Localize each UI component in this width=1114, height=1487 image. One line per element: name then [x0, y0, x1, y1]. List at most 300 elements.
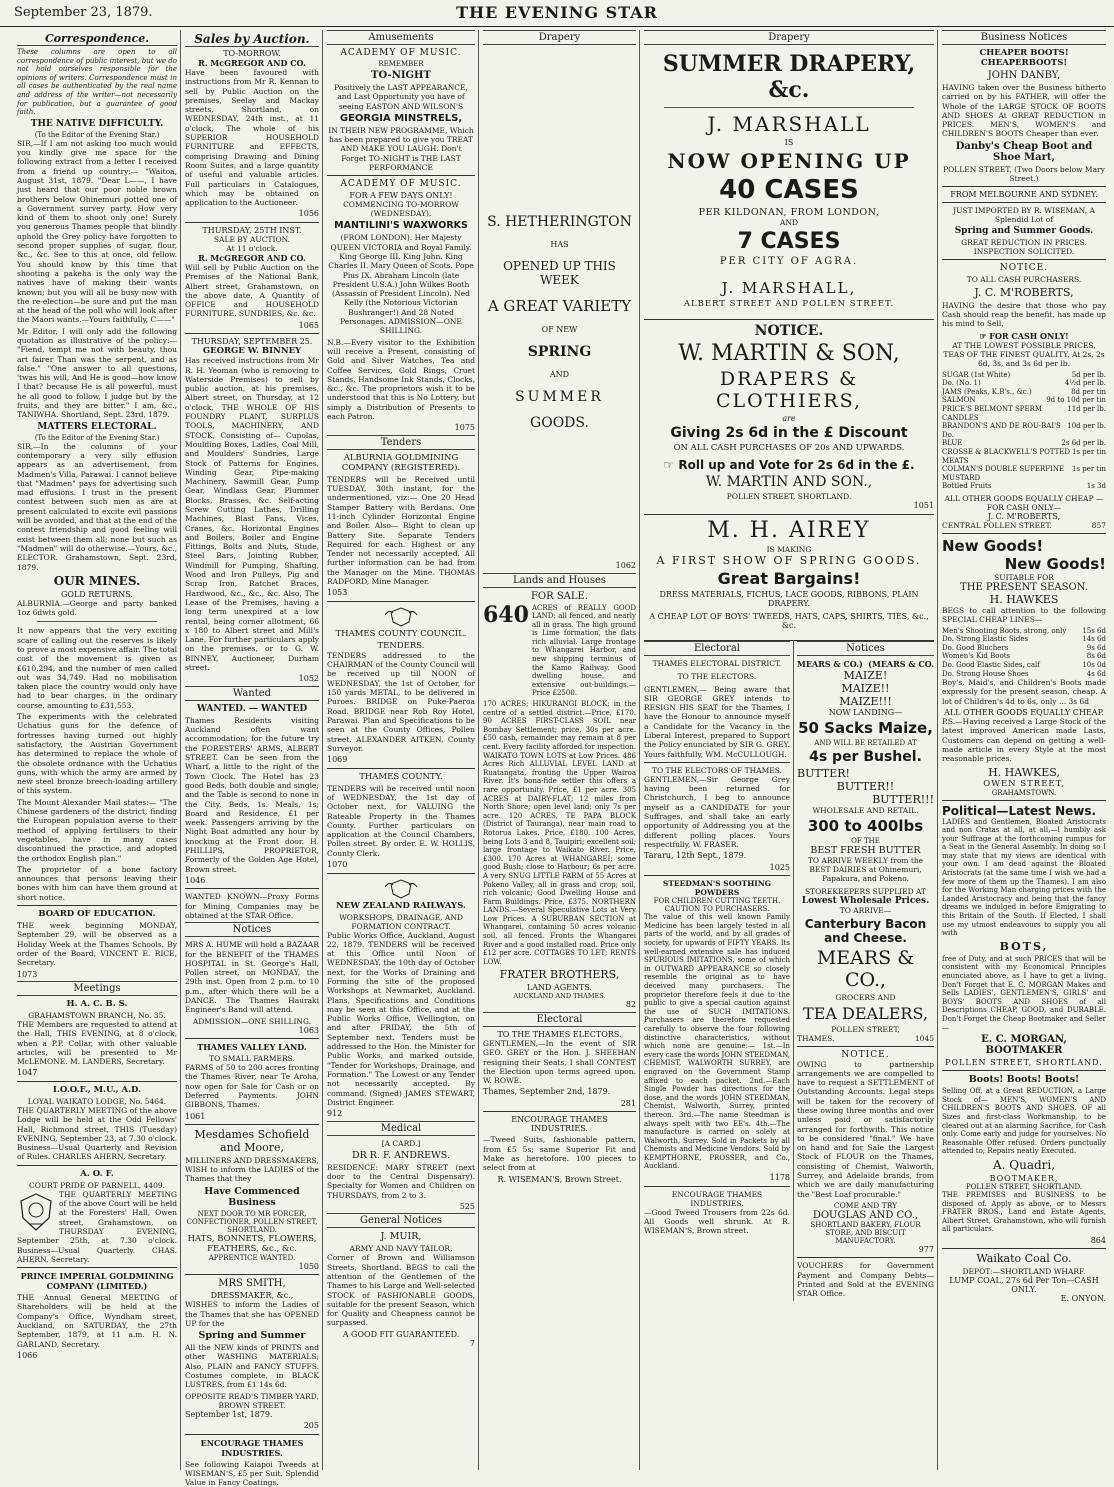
ad-body: HAVING taken over the Business hitherto carried on by his FATHER, will offer the Whole of the LARGE STOCK OF BOOTS AND SHOES At GREAT REDUCTION in PRICES. MEN'S, WOMEN'S and CHILDREN'S BOOTS Cheaper than ever.: [942, 83, 1106, 139]
ad-heading: H. HAWKES,: [988, 765, 1060, 779]
ad-heading: NEW ZEALAND RAILWAYS.: [336, 900, 466, 911]
ad-body: NEXT DOOR TO MR FORCER, CONFECTIONER, POLLEN STREET, SHORTLAND.: [186, 1209, 318, 1234]
divider: [327, 768, 475, 769]
masthead-title: THE EVENING STAR: [456, 3, 658, 22]
notice-body: THE Members are requested to attend at the Hall, THIS EVENING, at 8 o'clock, when a P.P. Collar, with other valuable articles, will be presented to Mr McLEMONE. M. LANDERS, Secretary.: [17, 1020, 177, 1067]
ad-body: FOR A FEW DAYS ONLY!: [349, 191, 453, 201]
ad-number: 1053: [327, 588, 348, 598]
ad-body: A FIRST SHOW OF SPRING GOODS.: [656, 553, 922, 567]
price-item: JAMS (Peaks, K.B's., &c.): [942, 387, 1032, 396]
ad-body: See following Kaiapoi Tweeds at WISEMAN'S, £5 per Suit. Splendid Value in Fancy Coatings.: [185, 1459, 319, 1487]
column-correspondence: [14, 30, 180, 1470]
auction-date: THURSDAY, SEPTEMBER 25.: [191, 337, 313, 347]
column-amusements: [324, 30, 478, 1470]
divider: [644, 762, 790, 763]
pointing-hand-icon: ☞: [979, 330, 990, 341]
ad-heading: ALBURNIA GOLDMINING COMPANY (REGISTERED).: [341, 452, 461, 473]
ad-subheading: TO ALL CASH PURCHASERS.: [966, 274, 1082, 284]
auction-body: Has received instructions from Mr R. H. Yeoman (who is removing to Waterside Premises) to sell by public auction, at his premises, Albert street, on Thursday, at 12 o'clock, THE WHOLE OF HIS FOUNDRY PLANT, SURPLUS TOOLS, MACHINERY, AND STOCK, Consisting of— Cupolas, Moulding Boxes, Ladles, Coal Mill, and Moulders' Sundries, Large Stock of Patterns for Engines, Winding Gear, Pipe-making Machinery, Sawmill Gear, Pump Gear, Windlass Gear, Plummer Blocks, Brasses, &c. Self-acting Screw Cutting Lathes, Drilling Machines, Blast Fans, Vices, Cranes, &c. Horizontal Engines and Boilers, Boiler and Engine Fittings, Bolts and Nuts, Stude, Steel Bars, Jointing Rubber, Windmill for Pumping, Shafting, Wood and Iron Pulleys, Pig and Scrap Iron, Ratchet Braces, Hardwood, &c., &c., &c. Also, The Lease of the Premises, having a long term unexpired at a low rental, being corner allotment, 66 x 180 to Albert street and Mill's Lane. For further particulars apply on the premises, or to G. W. BINNEY, Auctioneer, Durham street.: [185, 356, 319, 673]
ad-subheading: TENDERS.: [377, 640, 425, 651]
ad-heading: J. MARSHALL: [707, 112, 871, 136]
ad-number: 1070: [327, 860, 348, 870]
ad-highlight: 7 CASES: [737, 229, 841, 254]
notice-heading: BOARD OF EDUCATION.: [38, 909, 156, 920]
article-body: The Mount Alexander Mail states:— "The Chinese gardeners of the district, finding the European population averse to their method of applying fertilisers to their vegetables, have in many cases discontinued the practice, and adopted the orthodox English plan.": [17, 797, 177, 863]
ad-heading: ACADEMY OF MUSIC.: [340, 179, 462, 190]
column-rule: [322, 30, 323, 1470]
ad-heading: E. C. MORGAN, BOOTMAKER: [981, 1034, 1067, 1057]
divider: [942, 1070, 1106, 1071]
price-value: 8d per tin: [1071, 387, 1106, 396]
ad-body: SHORTLAND BAKERY, FLOUR STORE, AND BISCUIT MANUFACTORY.: [810, 1220, 921, 1245]
divider: [185, 1274, 319, 1275]
ad-highlight: SPRING: [527, 344, 592, 360]
divider: [185, 888, 319, 889]
pointing-hand-icon: ☞: [663, 458, 679, 472]
ad-heading: NOTICE.: [754, 323, 824, 339]
section-drapery: Drapery: [483, 30, 636, 45]
ad-body: TENDERS will be received until noon of WEDNESDAY, the 1st day of October next, for VALUING the Rateable Property in the Thames County. Further particulars on application at the Council Chambers, Pollen street. By order. E. W. HOLLIS, County Clerk.: [327, 783, 475, 858]
column-rule: [937, 30, 938, 1470]
ad-highlight: Giving 2s 6d in the £ Discount: [670, 425, 908, 441]
article-body: It now appears that the very exciting scare of calling out the reserves is likely to prove a most expensive affair. The total cost of the movement is given as £610,294, and the number of men called out was 34,749. Had no mobilisation taken place the country would only have had to bear charges, in the ordinary course, amounting to £31,553.: [17, 626, 177, 710]
notice-body: THE Annual General MEETING of Shareholders will be held at the Company's Office, Wyndham street, Auckland, on SATURDAY, the 27th September, 1879, at 11 a.m. H. N. GARLAND, Secretary.: [17, 1293, 177, 1349]
auction-body: Will sell by Public Auction on the Premises of the National Bank, Albert street, Grahamstown, on the above date, A Quantity of OFFICE and HOUSEHOLD FURNITURE, SUNDRIES, &c. &c.: [185, 262, 319, 319]
price-value: 4½d per lb.: [1064, 379, 1106, 388]
ad-body: POLLEN STREET, SHORTLAND.: [726, 492, 852, 501]
ad-body: Thames Residents visiting Auckland often want accommodation; for the future try the FORESTERS' ARMS, ALBERT STREET. Can be seen from the Wharf, a little to the right of the Town Clock. The Hotel has 23 good Beds, both double and single; and the Table is second to none in the City. Beds, 1s. Meals, 1s; Board and Residence, £1 per week. Passengers arriving by the Night Boat admitted any hour by knocking at the Front door. H. PHILLIPS, PROPRIETOR, Formerly of the Golden Age Hotel, Brown street.: [185, 715, 319, 874]
price-value: 15s 6d: [1082, 626, 1106, 635]
disclaimer: These columns are open to all correspondence of public interest, but we do not hold ourselves responsible for the opinions of writers. Correspondence must in all cases be authenticated by the real name and address of the writer—not necessarily for publication, but a guarantee of good faith.: [17, 48, 177, 117]
ad-heading: J. MUIR,: [380, 1231, 422, 1243]
divider: [942, 533, 1106, 534]
section-business: Business Notices: [942, 30, 1106, 45]
ad-highlight: Canterbury Bacon and Cheese.: [804, 916, 927, 945]
ad-subheading: CAUTION TO PURCHASERS.: [664, 905, 770, 914]
ad-heading: Political—Latest News.: [942, 803, 1097, 818]
ad-heading: ENCOURAGE THAMES INDUSTRIES.: [671, 1189, 763, 1208]
ad-heading: DOUGLAS AND CO.,: [812, 1209, 919, 1221]
ad-body: AUCKLAND AND THAMES.: [513, 992, 606, 1001]
ad-body: HATS, BONNETS, FLOWERS,: [187, 1233, 317, 1244]
article-body: The proprietor of a bone factory announces that persons leaving their bones with him can have them ground at short notice.: [17, 864, 177, 902]
ad-heading: TO THE ELECTORS OF THAMES.: [651, 765, 783, 775]
land-acreage: 640: [483, 601, 529, 628]
ad-heading: CHEAPER BOOTS! CHEAPERBOOTS!: [979, 48, 1069, 68]
ad-heading: W. MARTIN & SON,: [678, 341, 900, 366]
ad-body: HAVING the desire that those who pay Cash should reap the benefit, has made up his mind to Sell,: [942, 300, 1106, 329]
ad-body: MRS A. HUME will hold a BAZAAR for the BENEFIT of the THAMES HOSPITAL in St. George's Hall, Pollen street, on MONDAY, the 29th inst. Open from 2 p.m. to 10 p.m., after which there will be a DANCE. The Thames Hauraki Engineer's Band will attend.: [185, 940, 319, 1015]
ad-body: AND: [549, 370, 570, 379]
ad-body: AND WILL BE RETAILED AT: [814, 738, 917, 747]
ad-highlight: [942, 331, 1106, 341]
divider: [185, 1124, 319, 1125]
ad-highlight: 40 CASES: [719, 175, 859, 205]
price-item: Do. Strong Elastic Sides: [942, 635, 1029, 644]
ad-body: IS MAKING: [766, 544, 812, 554]
ad-subheading: TO SMALL FARMERS.: [209, 1054, 295, 1064]
price-row: [942, 627, 1106, 636]
electoral-subcolumn: [644, 641, 794, 1301]
price-item: BRANDON'S AND DE ROU-BAI'S Do.: [942, 422, 1061, 439]
ad-date: Tararu, 12th Sept., 1879.: [644, 851, 747, 861]
auction-label: SALE BY AUCTION.: [213, 234, 291, 244]
ad-body: N.B.—Every visitor to the Exhibition will receive a Present, consisting of Gold and Silver Watches, Tea and Coffee Services, Gold Rings, Cruet Stands, Handsome Ink Stands, Clocks, &c., &c. The proprietors wish it to be understood that this is No Lottery, but simply a Distribution of Presents to each Patron.: [327, 337, 475, 422]
article-body: Mr Editor, I will only add the following quotation as illustrative of the policy:— "Fiend, tempt me not with beauty, thou art fairer Than was the serpent, and as false." "One answer to all questions, 'twas his will, And He is good—how know I that? because He is all powerful, must he all good to follow, I judge but by the fruits, and they are bitter." I am, &c., TANIWHA. Shortland, Sept. 23rd, 1879.: [17, 326, 177, 420]
notice-subheading: GRAHAMSTOWN BRANCH, No. 35.: [28, 1011, 166, 1020]
ad-highlight: [644, 458, 934, 472]
ad-number: 1066: [17, 1350, 38, 1360]
notice-body: THE QUARTERLY MEETING of the above Court will be held at the Foresters' Hall, Owen street, Grahamstown, on THURSDAY EVENING, September 25th, at 7.30 o'clock. Business—Usual Quarterly. CHAS. AHERN, Secretary.: [17, 1189, 177, 1264]
ad-body: free of Duty, and at such PRICES that will be consistent with my Economical Principles enunciated above, as I have to get a living. Don't Forget that E. C. MORGAN Makes and Sells LADIES', GENTLEMEN'S, GIRLS' and BOYS' BOOTS AND SHOES of all Descriptions CHEAP, GOOD, and DURABLE. Don't Forget the Cheap Bootmaker and Seller—: [942, 954, 1106, 1032]
ad-body: Boy's, Maid's, and Children's Boots made expressly for the present season, cheap. A lot of Children's 4d to 6s, only ... 3s 6d: [942, 678, 1106, 706]
price-value: 11d per lb.: [1067, 405, 1106, 414]
price-row: [942, 652, 1106, 661]
ad-subheading: [A CARD.]: [381, 1138, 421, 1148]
column-rule: [180, 30, 181, 1470]
ad-heading: THAMES ELECTORAL DISTRICT.: [652, 658, 782, 668]
ad-number: 1065: [298, 320, 319, 330]
ad-date: Thames, September 2nd, 1879.: [483, 1087, 611, 1097]
price-item: Do. (No. 1): [942, 379, 981, 388]
price-row: [942, 422, 1106, 439]
ad-heading: ACADEMY OF MUSIC.: [340, 48, 462, 58]
ad-body: POLLEN STREET, SHORTLAND.: [965, 1182, 1083, 1191]
ad-heading: H. HAWKES: [989, 592, 1059, 606]
ad-subheading: WORKSHOPS, DRAINAGE, AND FORMATION CONTRACT.: [339, 912, 463, 931]
ad-heading: DR R. F. ANDREWS.: [352, 1149, 450, 1161]
ad-highlight: OPENED UP THIS WEEK: [503, 259, 616, 287]
price-value: 14s 6d: [1082, 635, 1106, 644]
ad-body: are: [782, 414, 796, 423]
foresters-crest-icon: [17, 1192, 55, 1232]
ad-highlight: Spring and Summer: [198, 1330, 306, 1342]
ad-number: 1045: [914, 1033, 934, 1043]
price-row: [942, 379, 1106, 388]
section-wanted: Wanted: [185, 686, 319, 701]
ad-number: 1047: [17, 1068, 38, 1078]
article-heading: MATTERS ELECTORAL.: [37, 421, 157, 432]
ad-body: Positively the LAST APPEARANCE, and Last Opportunity you have of seeing EASTON AND WILSON'S: [334, 83, 468, 111]
ad-highlight: New Goods!: [942, 536, 1044, 555]
ad-body: DEPOT:—SHORTLAND WHARF.: [962, 1267, 1086, 1277]
ad-number: 1052: [298, 674, 319, 684]
ad-body: GENTLEMEN,—In the event of SIR GEO. GREY or the Hon. J. SHEEHAN resigning their Seats, I shall CONTEST the Election upon terms agreed upon. W. ROWE.: [483, 1038, 636, 1086]
ad-number: 1051: [913, 501, 934, 510]
ad-body: HAS: [550, 240, 569, 249]
ad-body: P.S.—Having received a Large Stock of the latest improved American made Lasts, Customers can depend on getting a well-made article in every Style at the most reasonable prices.: [942, 717, 1106, 764]
boot-price-list: [942, 627, 1106, 679]
ad-body: PER CITY OF AGRA.: [719, 256, 859, 267]
ad-heading: FROM MELBOURNE AND SYDNEY.: [950, 189, 1098, 199]
section-meetings: Meetings: [17, 981, 177, 996]
divider: [17, 1165, 177, 1166]
ad-body: GENTLEMEN,—Sir George Grey having been returned for Christchurch, I beg to announce myself as a CANDIDATE for your Suffrages, and shall take an early opportunity of Addressing you at the different polling places. Yours respectfully, W. FRASER.: [644, 774, 790, 849]
ad-body: VOUCHERS for Government Payment and Company Debts—Printed and Sold at the EVENING STAR Office.: [797, 1261, 934, 1299]
ad-highlight: 4s per Bushel.: [809, 748, 922, 765]
divider: [644, 319, 934, 320]
ad-body: FARMS of 50 to 200 acres fronting the Thames River, near Te Aroha, now open for Sale for Cash or on Deferred Payments. JOHN GIBBONS, Thames.: [185, 1063, 319, 1110]
ad-body: OF THE: [851, 836, 880, 845]
ad-body: RESIDENCE: MARY STREET (next door to the Central Dispensary). Specialty for Women and Children on THURSDAYS, from 2 to 3.: [327, 1162, 475, 1200]
auction-date: THURSDAY, 25TH INST.: [202, 225, 302, 235]
ad-number: 1073: [17, 969, 38, 979]
ad-body: R. WISEMAN'S, Brown Street.: [497, 1174, 622, 1184]
ad-body: COME AND TRY: [833, 1200, 898, 1210]
ad-body: APPRENTICE WANTED.: [208, 1253, 296, 1262]
divider: [185, 222, 319, 223]
ad-highlight: Danby's Cheap Boot and Shoe Mart,: [955, 140, 1093, 163]
divider: [327, 873, 475, 874]
article-body: ALBURNIA.—George and party banked 1oz 6dwts gold.: [17, 598, 177, 618]
ad-heading: THAMES VALLEY LAND.: [197, 1042, 307, 1053]
ad-heading: MEARS & CO.): [797, 658, 863, 669]
ad-body: All the NEW kinds of PRINTS and other WASHING MATERIALS; Also, PLAIN and FANCY STUFFS. Costumes complete, in BLACK LUSTRES, from £1 14s 6d.: [185, 1343, 319, 1390]
ad-body: REMEMBER: [378, 60, 424, 68]
ad-body: TO ARRIVE—: [839, 905, 892, 915]
ad-body: WHOLESALE AND RETAIL.: [812, 805, 919, 815]
ad-body: DRESS MATERIALS, FICHUS, LACE GOODS, RIBBONS, PLAIN DRAPERY.: [659, 589, 919, 608]
notice-heading: A. O. F.: [80, 1168, 114, 1179]
section-tenders: Tenders: [327, 435, 475, 450]
ad-number: 7: [469, 1338, 475, 1348]
ad-body: GRAHAMSTOWN.: [991, 788, 1057, 797]
divider: [797, 1046, 934, 1047]
ad-highlight: Spring and Summer Goods.: [954, 225, 1094, 236]
notice-subheading: LOYAL WAIKATO LODGE, No. 5464.: [27, 1096, 167, 1106]
ad-body: JUST IMPORTED BY R. WISEMAN, A Splendid Lot of: [953, 205, 1095, 224]
notice-subheading: COURT PRIDE OF PARNELL, 4409.: [28, 1180, 166, 1190]
column-rule: [639, 30, 640, 1470]
divider: [483, 1111, 636, 1112]
ad-heading: THAMES COUNTY COUNCIL.: [335, 628, 467, 639]
ad-body: SUITABLE FOR: [994, 572, 1054, 582]
auction-body: Have been favoured with instructions from Mr R. Kennan to sell by Public Auction on the premises, Seelay and Mackay streets, Shortland, on WEDNESDAY, 24th inst., at 11 o'clock, The whole of his SUPERIOR HOUSEHOLD FURNITURE and EFFECTS, comprising Drawing and Dining Room Suites, and a large quantity of useful and valuable articles. Full particulars in Catalogues, which may be obtained on application to the Auctioneer.: [185, 68, 319, 208]
ad-body: Corner of Brown and Williamson Streets, Shortland. BEGS to call the attention of the Gentlemen of the Thames to his Large and Well-selected STOCK of FASHIONABLE GOODS, suitable for the present Season, which for Quality and Cheapness cannot be surpassed.: [327, 1253, 475, 1328]
ad-body: OF NEW: [541, 325, 578, 334]
ad-body: WISH to inform the LADIES of the Thames that they: [185, 1165, 319, 1184]
ad-highlight: ALL OTHER GOODS EQUALLY CHEAP.: [944, 708, 1104, 718]
ad-body: FEATHERS, &c., &c.: [207, 1243, 297, 1254]
column-auctions: [182, 30, 322, 1487]
price-row: [942, 448, 1106, 465]
ad-highlight: 300 to 400lbs: [807, 816, 924, 835]
section-general: General Notices: [327, 1213, 475, 1228]
ad-number: 1075: [454, 423, 475, 433]
price-value: 10d per lb.: [1067, 422, 1106, 431]
section-lands: Lands and Houses: [483, 573, 636, 588]
ad-heading: JOHN DANBY,: [987, 70, 1061, 81]
ad-highlight: Lowest Wholesale Prices.: [801, 895, 930, 906]
lower-split: [644, 640, 934, 1301]
ad-highlight: A GOOD FIT GUARANTEED.: [342, 1329, 460, 1339]
ad-heading: THAMES COUNTY.: [359, 771, 443, 782]
ad-highlight: MANTILINI'S WAXWORKS: [334, 220, 468, 232]
price-item: Men's Shooting Boots, strong, only: [942, 626, 1067, 635]
divider: [942, 259, 1106, 260]
ad-body: 170 ACRES; HIKURANGI BLOCK; in the centre of a settled district.—Price, £170. 90 ACRES FIRST-CLASS SOIL near Bombay Settlement; price, 30s per acre. £50 cash, remainder may remain at 8 per cent. Every facility afforded for inspection. WAIKATO TOWN LOTS at Low Prices. 486 Acres Rich ALLUVIAL LEVEL LAND at Ruatangata, fronting the Upper Wairoa River. It's bona-fide settler this offers a rare opportunity. Price, £1 per acre. 305 ACRES at DAIRY-FLAT; 12 miles from North Shore; open level land; only 7s per acre. 120 ACRES, TE PAPA BLOCK (District of Tauranga), near main road to Rotorua Lakes. Price, £180. 100 Acres, being Lots 3 and 8, Tauipiri; excellent soil; large frontage to Waikato River. Price, £300. 170 Acres at WHANGAREI; some good Bush; close to Harbour; 6s per acre. A very SNUG LITTLE FARM of 55 Acres at Pokeno Valley, all in grass and crop; soil, rich volcanic; Good Dwelling House and Farm Buildings. Price, £375. NORTHERN LANDS.—Several Speculative Lots at Very Low Prices. A SUBURBAN SECTION at Whangarei, containing 50 acres volcanic soil, all fenced. Fronts the Whangarei River and a good installed road. Price only £12 per acre. COTTAGES TO LET; RENTS LOW.: [483, 700, 636, 966]
ad-heading: STEEDMAN'S SOOTHING POWDERS: [662, 879, 772, 898]
article-body: SIR,—If I am not asking too much would you kindly give me space for the following extract from a letter I received from a friend up country:— "Waitoa, August 31st, 1879. "Dear L——, I have just heard that our poor noble brown brothers below Ohinemuri potted one of a Government survey party. How very kind of them to shoot only one! Surely you generous Thames people that blindly uphold the Grey policy have forgotten to second proper supplies of sugar, flour, &c., &c. See to this at once, old fellow. You should know by this time that shooting a pakeha is the only way the natives have of making their wants known; but you will all be busy now with the re-election—be sure and put the man at the head of the poll who will look after the Maori wants.—Yours faithfully, C——": [17, 138, 177, 325]
ad-heading: TEA DEALERS,: [803, 1003, 928, 1023]
notice-body: THE QUARTERLY MEETING of the above Lodge will be held at the Odd Fellows' Hall, Richmond street, THIS (Tuesday) EVENING, September 23, at 7.30 o'clock. Business—Usual Quarterly and Revision of Rules. CHARLES AHERN, Secretary.: [17, 1105, 177, 1162]
ad-body: ACRES of REALLY GOOD LAND; all fenced, and nearly all in grass. The high ground is Lime formation, the flats rich alluvial. Large frontage to Whangarei Harbor, and new shipping terminus of the Kamo Railway. Good dwelling house, and extensive out-buildings.—Price £2500.: [531, 603, 636, 698]
article-subheading: GOLD RETURNS.: [61, 589, 133, 599]
ad-body: WISHES to inform the Ladies of the Thames that she has OPENED UP for the: [185, 1300, 319, 1328]
ad-body: AT THE LOWEST POSSIBLE PRICES, TEAS OF THE FINEST QUALITY, At 2s, 2s 6d, 3s, and 3s 6d per lb.: [943, 340, 1105, 368]
ad-highlight: A GREAT VARIETY: [487, 297, 632, 315]
auction-time: At 11 o'clock.: [226, 243, 278, 253]
divider: [17, 905, 177, 906]
ad-body: GREAT REDUCTION IN PRICES. INSPECTION SOLICITED.: [961, 237, 1087, 256]
ad-heading: W. MARTIN AND SON.,: [705, 474, 873, 490]
price-item: Do. Good Elastic Sides, calf: [942, 660, 1040, 669]
ad-number: 1056: [298, 209, 319, 219]
ad-heading: THE PRESENT SEASON.: [960, 581, 1088, 593]
section-title: Sales by Auction.: [185, 32, 319, 47]
price-row: [942, 661, 1106, 670]
price-value: 8s 6d: [1086, 652, 1106, 661]
notice-heading: H. A. C. B. S.: [66, 999, 128, 1009]
divider: [942, 186, 1106, 187]
ad-number: 1050: [298, 1261, 319, 1271]
ad-highlight: BOTS,: [999, 939, 1049, 953]
ad-heading: S. HETHERINGTON: [487, 214, 632, 230]
ad-heading: Mesdames Schofield and Moore,: [194, 1128, 310, 1155]
ad-highlight: BUTTER!!!: [872, 792, 934, 806]
price-row: [942, 439, 1106, 448]
ad-heading: J. MARSHALL,: [721, 279, 857, 297]
ad-body: COMMENCING TO-MORROW (WEDNESDAY).: [343, 200, 459, 219]
ad-body: BEGS to call attention to the following SPECIAL CHEAP LINES—: [942, 605, 1106, 625]
ad-body: GROCERS AND: [835, 992, 896, 1002]
ad-footer-row: [797, 1034, 934, 1043]
ad-body: LADIES and Gentlemen, Bloated Aristocrats and non Cratas at all, at all,—I humbly ask your Suffrage at the forthcoming rumpus for a Seat in the General Assembly. In doing so I may state that my views are identical with your own. I am dead against the Bloated Aristocrats (at the same time I wish we had a few more of them up the Thames). I am also for the Working Man charging prices with the Landed Aristocracy and being that the fancy dreams we indulged in before Emigrating to this Britain of the South. If Elected, I shall use my utmost endeavours to supply you all with: [942, 817, 1106, 938]
ad-body: CENTRAL POLLEN STREET.: [942, 520, 1052, 530]
ad-number: 82: [625, 1000, 636, 1010]
price-item: PRICE'S BELMONT SPERM CANDLES: [942, 405, 1043, 422]
ad-highlight: BUTTER!!: [836, 779, 895, 793]
ad-number: 857: [1091, 520, 1106, 530]
admission: ADMISSION—ONE SHILLING.: [192, 1016, 312, 1026]
ad-subheading: LAND AGENTS.: [526, 983, 593, 993]
section-title: Correspondence.: [17, 32, 177, 46]
ad-number: 1178: [769, 1173, 790, 1183]
ad-body: GENTLEMEN,— Being aware that SIR GEORGE GREY intends to RESIGN HIS SEAT for the Thames, I have the Honour to announce myself a Candidate for the Vacancy in the Liberal Interest, prepared to Support the Policy enunciated by SIR G. GREY. Yours faithfully, WM. McCULLOUGH.: [644, 684, 790, 759]
ad-heading: MRS SMITH,: [218, 1278, 286, 1290]
ad-body: A CHEAP LOT OF BOYS' TWEEDS, HATS, CAPS, SHIRTS, TIES, &c., &c.: [649, 611, 929, 630]
ad-heading: J. C. M'ROBERTS,: [974, 285, 1074, 299]
price-row: [942, 465, 1106, 482]
price-value: 5d per lb.: [1071, 370, 1106, 379]
price-row: [942, 482, 1106, 491]
ad-number: 1061: [185, 1111, 206, 1121]
ad-subheading: ARMY AND NAVY TAILOR,: [349, 1244, 453, 1254]
ad-body: THE PREMISES and BUSINESS to be disposed of. Apply as above, or to Messrs FRATER BROS., Land and Estate Agents, Albert Street, Grahamstown, who will furnish all particulars.: [942, 1190, 1106, 1234]
notices-subcolumn: [794, 641, 934, 1301]
ad-highlight: SUMMER: [515, 389, 604, 405]
price-item: Women's Kid Boots: [942, 652, 1011, 661]
auction-date: TO-MORROW.: [223, 49, 281, 58]
ad-number: 1062: [615, 561, 636, 570]
ad-heading: Boots! Boots! Boots!: [968, 1074, 1080, 1086]
ad-body: ON ALL CASH PURCHASES OF 20s AND UPWARDS.: [673, 443, 905, 453]
ad-subheading: TO THE ELECTORS.: [677, 671, 757, 681]
price-row: [942, 371, 1106, 380]
coat-of-arms-icon: [381, 877, 421, 899]
ad-heading: NOTICE.: [841, 1049, 890, 1060]
ad-number: 912: [327, 1109, 343, 1119]
ad-body: AND: [780, 218, 798, 227]
column-business: [939, 30, 1109, 1470]
divider: [185, 1434, 319, 1435]
price-item: SUGAR (1st White): [942, 370, 1011, 379]
price-item: Do. Strong House Shoes: [942, 669, 1029, 678]
ad-number: 977: [918, 1244, 934, 1254]
ad-body: LUMP COAL, 27s 6d Per Ton—CASH ONLY.: [949, 1276, 1099, 1295]
article-subheading: (To the Editor of the Evening Star.): [34, 433, 160, 442]
ad-heading: ENCOURAGE THAMES INDUSTRIES.: [200, 1437, 304, 1458]
price-item: Do. Good Bluchers: [942, 643, 1009, 652]
price-value: 9s 6d: [1086, 643, 1106, 652]
ad-heading: FRATER BROTHERS,: [499, 968, 620, 982]
price-value: 2s 6d per lb.: [1061, 439, 1106, 448]
page-header: [0, 0, 1114, 27]
ad-highlight: TO-NIGHT: [371, 70, 431, 81]
ad-highlight-text: Roll up and Vote for 2s 6d in the £.: [678, 458, 915, 472]
ad-body: THAMES.: [797, 1033, 835, 1043]
ad-subheading: FOR CHILDREN CUTTING TEETH.: [653, 897, 781, 906]
ad-heading: J. C. M'ROBERTS,: [987, 511, 1061, 521]
ad-highlight: Great Bargains!: [717, 568, 861, 588]
auctioneer: GEORGE W. BINNEY: [202, 346, 302, 357]
ad-header-row: [797, 659, 934, 669]
price-value: 4s 6d: [1086, 669, 1106, 678]
ad-body: ALL OTHER GOODS EQUALLY CHEAP —FOR CASH ONLY—: [944, 493, 1104, 512]
column-rule: [478, 30, 479, 1470]
land-lot: [483, 601, 636, 701]
article-body: SIR,—In the columns of your contemporary a very silly effusion appears as an advertisement, from Madmen's Villa, Parawai. I cannot believe that "Madmen" pays for advertising such mad effusions. I trust in the present contest between such men as are at present calculated to excite evil passions will be avoided, and that at the end of the contest friendship and good feeling will exist between them all; none but such as "Madmen" will do otherwise.—Yours, &c., ELECTOR. Grahamstown, Sept. 23rd, 1879.: [17, 441, 177, 572]
column-drapery-lands: [480, 30, 639, 1470]
divider: [17, 1267, 177, 1268]
ad-heading: (MEARS & CO.: [868, 658, 934, 669]
divider: [37, 621, 157, 622]
ad-body: PER KILDONAN, FROM LONDON,: [698, 207, 880, 218]
divider: [664, 107, 914, 108]
notice-heading: I.O.O.F., M.U., A.D.: [52, 1084, 142, 1095]
column-drapery-wide: [641, 30, 937, 1470]
ad-highlight: 50 Sacks Maize,: [798, 718, 933, 737]
price-list: [942, 371, 1106, 491]
price-value: 1s per tin: [1071, 448, 1106, 457]
divider: [327, 175, 475, 176]
ad-body: Public Works Office, Auckland, August 22, 1879. TENDERS will be received at this Office until Noon of WEDNESDAY, the 10th day of October next, for the Works of Draining and Forming the site of the proposed Workshops at Newmarket, Auckland. Plans, Specifications and Conditions may be seen at this Office, and at the Public Works Office, Wellington, on and after FRIDAY, the 5th of September next. Tenders must be addressed to the Hon. the Minister for Public Works, and marked outside, "Tender for Workshops, Drainage, and Formation." The Lowest or any Tender not necessarily accepted. By command. (Signed) JAMES STEWART, District Engineer.: [327, 930, 475, 1107]
ad-body: POLLEN STREET, (Two Doors below Mary Street.): [943, 164, 1105, 183]
ad-number: 1063: [298, 1025, 319, 1035]
section-notices: Notices: [185, 922, 319, 937]
auctioneer: R. McGREGOR AND CO.: [198, 58, 306, 68]
ad-heading: TO THE THAMES ELECTORS.: [497, 1029, 622, 1039]
ad-number: 864: [1090, 1235, 1106, 1245]
coat-of-arms-icon: [381, 605, 421, 627]
ad-body: OWING to partnership arrangements we are compelled to have to request a SETTLEMENT of Outstanding Accounts. Legal steps will be taken for the recovery of these owing three months and over unless paid or satisfactorily arranged for forthwith. This notice to be considered "final." We have on hand and for Sale the Largest Stock of FLOUR on the Thames, consisting of Chemist, Walworth, Surrey, and Adelaide brands, from which we are daily manufacturing the "Best Loaf procurable.": [797, 1059, 934, 1199]
ad-number: 1046: [185, 875, 206, 885]
section-drapery: Drapery: [644, 30, 934, 45]
ad-highlight: BUTTER!: [797, 766, 850, 780]
ad-body: Selling Off, at a Great REDUCTION, a Large Stock of— MEN'S, WOMEN'S AND CHILDREN'S BOOTS AND SHOES. OF all Sizes and first-class Workmanship, to be cleared out at an alarming Sacrifice, for Cash only. Come early and judge for yourselves. No Reasonable Offer refused. Orders punctually attended to; Repairs neatly Executed.: [942, 1087, 1106, 1156]
ad-heading: DRAPERS & CLOTHIERS,: [715, 368, 863, 412]
ad-highlight: NOW OPENING UP: [667, 149, 911, 173]
